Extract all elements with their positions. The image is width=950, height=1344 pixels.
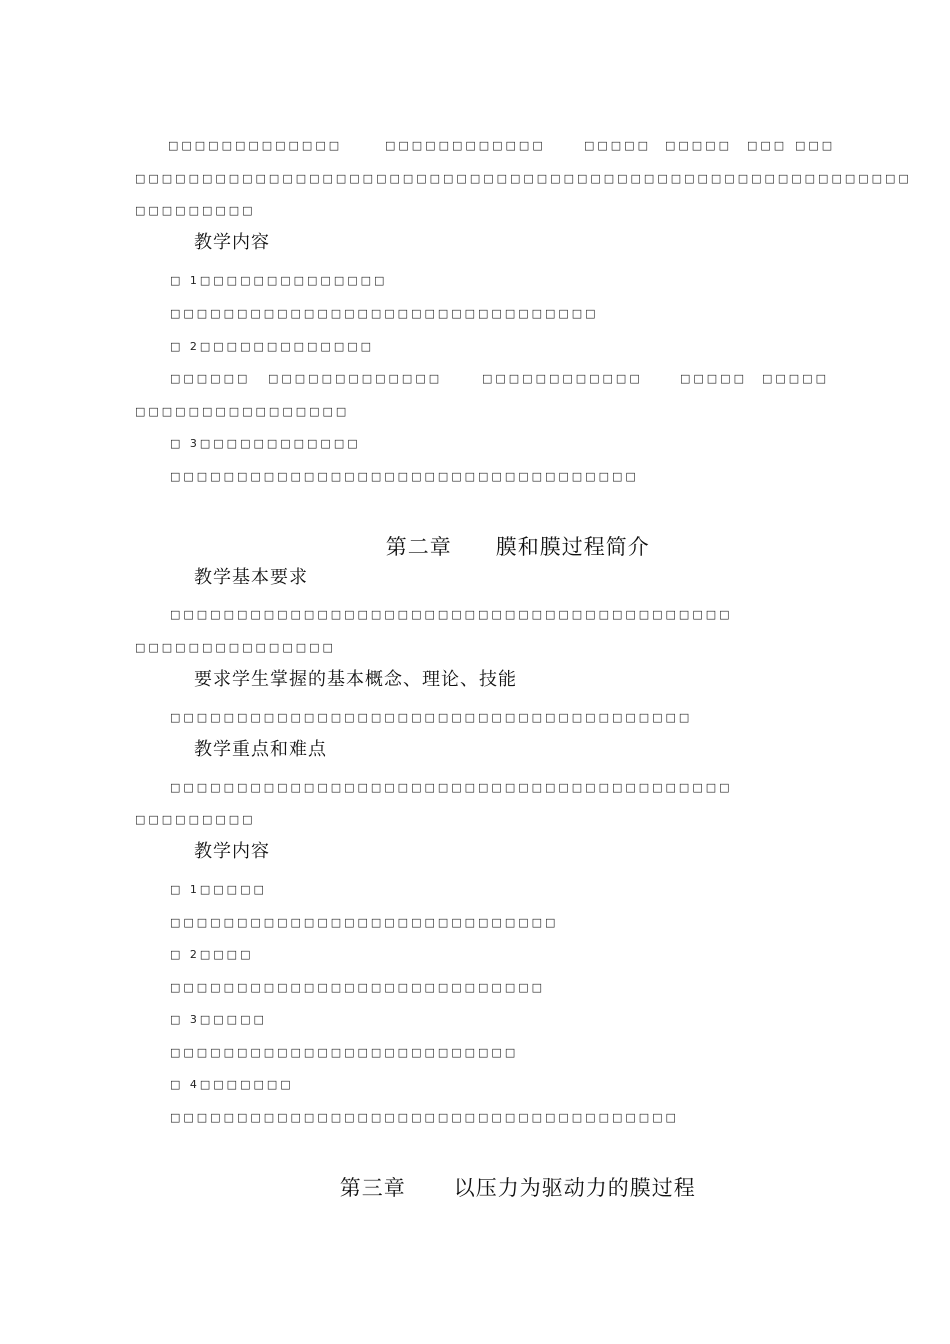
ch2-section-4-text: □□□□□□□□□□□□□□□□□□□□□□□□□□□□□□□□□□□□□□ [170,1111,679,1124]
ch1-content-heading: 教学内容 [194,232,270,253]
ch1-s2-row-seg-3: □□□□□□□□□□□□ [482,372,643,385]
chapter-3-title [309,1149,696,1227]
ch1-section-1-title: □ 1□□□□□□□□□□□□□□ [170,274,388,287]
ch1-section-2-line-2: □□□□□□□□□□□□□□□□ [135,405,350,418]
chapter-3-name: 以压力为驱动力的膜过程 [453,1176,696,1200]
ch2-content-heading: 教学内容 [194,841,270,862]
ch2-section-1-text: □□□□□□□□□□□□□□□□□□□□□□□□□□□□□ [170,916,559,929]
top-row-seg-4: □□□□□ [665,139,732,152]
chapter-2-number: 第二章 [385,535,452,559]
ch2-section-2-title: □ 2□□□□ [170,948,254,961]
ch1-section-3-text: □□□□□□□□□□□□□□□□□□□□□□□□□□□□□□□□□□□ [170,470,639,483]
ch1-s2-row-seg-4: □□□□□ [680,372,747,385]
top-row-seg-5: □□□ [747,139,788,152]
ch2-section-3-text: □□□□□□□□□□□□□□□□□□□□□□□□□□ [170,1046,519,1059]
ch1-section-3-title: □ 3□□□□□□□□□□□□ [170,437,361,450]
chapter-3-number: 第三章 [339,1176,406,1200]
top-row-seg-1: □□□□□□□□□□□□□ [168,139,343,152]
ch2-concepts-heading: 要求学生掌握的基本概念、理论、技能 [194,669,517,690]
ch1-section-2-title: □ 2□□□□□□□□□□□□□ [170,340,374,353]
ch2-requirements-heading: 教学基本要求 [194,567,308,588]
top-paragraph-line-2: □□□□□□□□□□□□□□□□□□□□□□□□□□□□□□□□□□□□□□□□□□□□□□□□□□□□□□□□□□ [135,172,912,185]
ch2-section-1-title: □ 1□□□□□ [170,883,267,896]
ch2-key-points-line-2: □□□□□□□□□ [135,813,256,826]
ch2-key-points-line-1: □□□□□□□□□□□□□□□□□□□□□□□□□□□□□□□□□□□□□□□□□□ [170,781,733,794]
ch2-section-4-title: □ 4□□□□□□□ [170,1078,294,1091]
ch2-key-points-heading: 教学重点和难点 [194,739,327,760]
ch1-s2-row-seg-5: □□□□□ [762,372,829,385]
ch2-section-2-text: □□□□□□□□□□□□□□□□□□□□□□□□□□□□ [170,981,546,994]
top-row-seg-3: □□□□□ [584,139,651,152]
ch1-s2-row-seg-2: □□□□□□□□□□□□□ [268,372,443,385]
top-row-seg-6: □□□ [795,139,836,152]
chapter-2-name: 膜和膜过程简介 [495,535,650,559]
ch2-requirements-line-2: □□□□□□□□□□□□□□□ [135,641,336,654]
ch2-section-3-title: □ 3□□□□□ [170,1013,267,1026]
chapter-2-title [355,508,650,586]
ch2-concepts-text: □□□□□□□□□□□□□□□□□□□□□□□□□□□□□□□□□□□□□□□ [170,711,693,724]
ch2-requirements-line-1: □□□□□□□□□□□□□□□□□□□□□□□□□□□□□□□□□□□□□□□□□□ [170,608,733,621]
top-paragraph-line-3: □□□□□□□□□ [135,204,256,217]
ch1-s2-row-seg-1: □□□□□□ [170,372,251,385]
ch1-section-1-text: □□□□□□□□□□□□□□□□□□□□□□□□□□□□□□□□ [170,307,599,320]
top-row-seg-2: □□□□□□□□□□□□ [385,139,546,152]
